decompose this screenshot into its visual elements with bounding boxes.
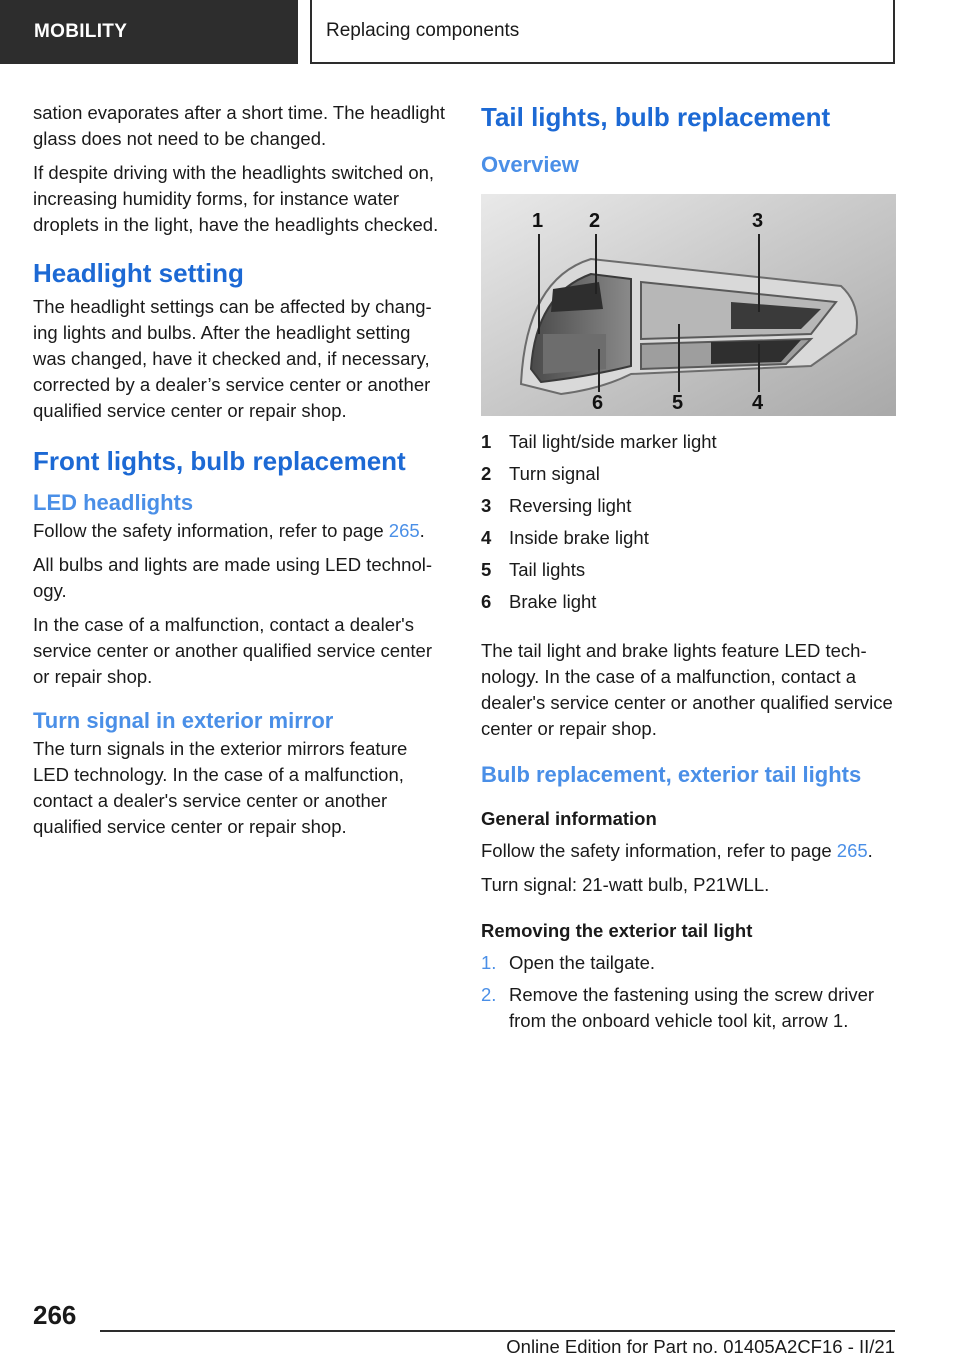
figure-label: 1 bbox=[532, 210, 544, 232]
heading-overview: Overview bbox=[481, 152, 579, 177]
paragraph: The tail light and brake lights feature LED technology. In the case of a malfunction, contact a dealer's service center or another qualified service center or repair shop. bbox=[481, 640, 893, 739]
page-number: 266 bbox=[33, 1300, 77, 1330]
step-item: 2. Remove the fastening using the screw driver from the onboard vehicle tool kit, arrow 1. bbox=[481, 984, 875, 1031]
paragraph: All bulbs and lights are made using LED technology. bbox=[33, 554, 433, 601]
edition-info: Online Edition for Part no. 01405A2CF16 - II/21 bbox=[506, 1336, 895, 1357]
figure-label: 5 bbox=[672, 392, 684, 414]
legend-list bbox=[481, 426, 896, 618]
step-item: 1. Open the tailgate. bbox=[481, 952, 656, 973]
figure-label: 6 bbox=[592, 392, 604, 414]
legend-item: 2 Turn signal bbox=[481, 463, 600, 484]
figure-label: 2 bbox=[589, 210, 601, 232]
legend-item: 5 Tail lights bbox=[481, 559, 586, 580]
paragraph: sation evaporates after a short time. The headlight glass does not need to be changed. bbox=[33, 102, 446, 149]
figure-label: 3 bbox=[752, 210, 764, 232]
heading-turn-signal-mirror: Turn signal in exterior mirror bbox=[33, 708, 334, 733]
heading-removing: Removing the exterior tail light bbox=[481, 920, 753, 941]
heading-led-headlights: LED headlights bbox=[33, 490, 194, 515]
page-link[interactable]: 265 bbox=[836, 840, 868, 861]
heading-front-lights: Front lights, bulb replacement bbox=[33, 446, 406, 476]
paragraph: The turn signals in the exterior mirrors feature LED technology. In the case of a malfunction, contact a dealer's service center or another qualified service center or repair shop. bbox=[33, 738, 408, 837]
left-column bbox=[33, 100, 448, 848]
footer-divider bbox=[100, 1330, 895, 1332]
paragraph: The headlight settings can be affected by changing lights and bulbs. After the headlight setting was changed, have it checked and, if necessary, corrected by a dealer’s service center or another qualified service center or repair shop. bbox=[33, 296, 432, 421]
section-title: MOBILITY bbox=[34, 21, 128, 42]
legend-item: 3 Reversing light bbox=[481, 495, 632, 516]
chapter-title: Replacing components bbox=[326, 20, 520, 41]
legend-item: 1 Tail light/side marker light bbox=[481, 431, 717, 452]
legend-item: 4 Inside brake light bbox=[481, 527, 649, 548]
paragraph: If despite driving with the headlights switched on, increasing humidity forms, for instance water droplets in the light, have the headlights checked. bbox=[33, 162, 439, 235]
paragraph: Turn signal: 21-watt bulb, P21WLL. bbox=[481, 874, 770, 895]
heading-bulb-replacement: Bulb replacement, exterior tail lights bbox=[481, 762, 862, 787]
safety-reference: Follow the safety information, refer to page 265. bbox=[481, 840, 873, 861]
safety-reference: Follow the safety information, refer to page 265. bbox=[33, 520, 425, 541]
heading-general-info: General information bbox=[481, 808, 657, 829]
page-link[interactable]: 265 bbox=[388, 520, 420, 541]
paragraph: In the case of a malfunction, contact a dealer's service center or another qualified service center or repair shop. bbox=[33, 614, 432, 687]
heading-headlight-setting: Headlight setting bbox=[33, 258, 244, 288]
header-chapter bbox=[310, 0, 895, 64]
tail-light-illustration bbox=[481, 194, 896, 416]
right-column bbox=[481, 100, 896, 1040]
legend-item: 6 Brake light bbox=[481, 591, 597, 612]
heading-tail-lights: Tail lights, bulb replacement bbox=[481, 102, 831, 132]
header-section bbox=[0, 0, 298, 64]
figure-label: 4 bbox=[752, 392, 764, 414]
